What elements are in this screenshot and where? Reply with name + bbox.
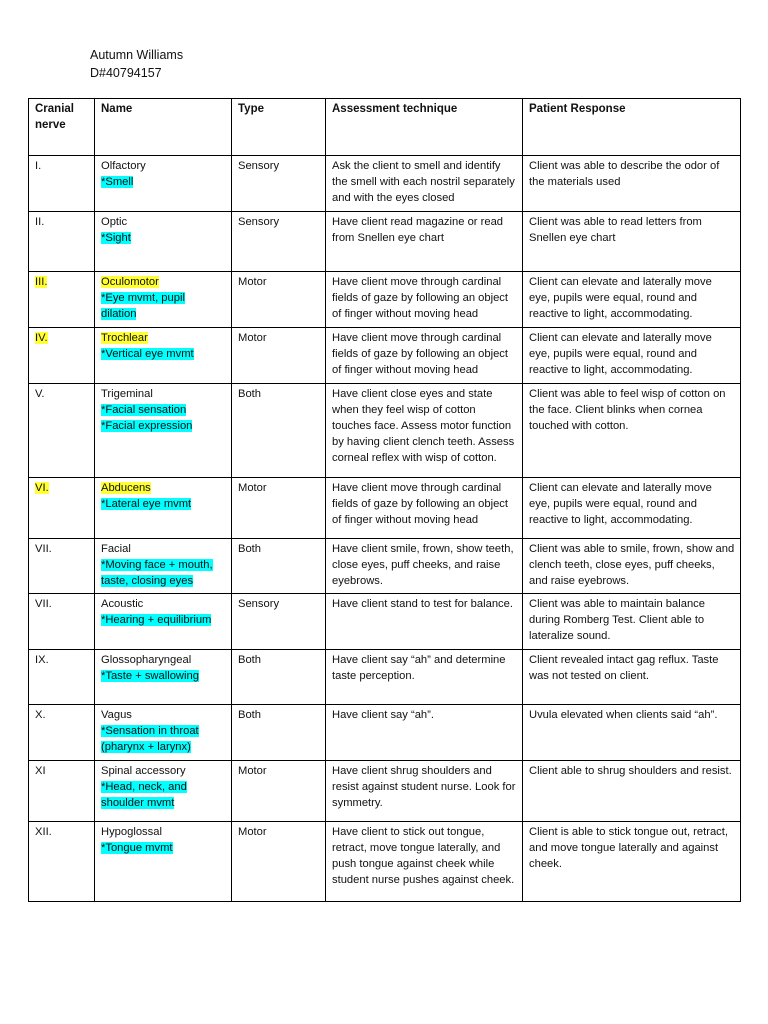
nerve-name: Vagus [101, 709, 132, 721]
document-header [90, 46, 183, 82]
cell-nerve-name [95, 212, 232, 272]
nerve-number: I. [35, 160, 42, 172]
nerve-function-line [101, 668, 226, 684]
nerve-name: Spinal accessory [101, 765, 186, 777]
student-id: D#40794157 [90, 66, 162, 80]
table-row [29, 328, 741, 384]
cell-nerve-number [29, 328, 95, 384]
nerve-name-line [101, 480, 226, 496]
nerve-function: (pharynx + larynx) [101, 741, 191, 753]
cell-assessment-technique: Have client to stick out tongue, retract, move tongue laterally, and push tongue against cheek while student nurse pushes against cheek. [326, 822, 523, 902]
nerve-number: VII. [35, 598, 52, 610]
nerve-function-line [101, 306, 226, 322]
nerve-function-line [101, 346, 226, 362]
nerve-number: V. [35, 388, 45, 400]
table-row [29, 594, 741, 650]
nerve-function: *Sensation in throat [101, 725, 199, 737]
table-row [29, 272, 741, 328]
cell-nerve-type: Sensory [232, 594, 326, 650]
cell-nerve-number [29, 761, 95, 822]
nerve-number: IX. [35, 654, 49, 666]
cell-nerve-type: Sensory [232, 156, 326, 212]
cell-assessment-technique: Have client move through cardinal fields of gaze by following an object of finger without moving head [326, 272, 523, 328]
cell-assessment-technique: Have client move through cardinal fields of gaze by following an object of finger without moving head [326, 328, 523, 384]
table-row [29, 212, 741, 272]
nerve-name: Hypoglossal [101, 826, 162, 838]
cell-nerve-name [95, 328, 232, 384]
cell-nerve-number [29, 212, 95, 272]
nerve-number: XI [35, 765, 46, 777]
cell-assessment-technique: Have client say “ah”. [326, 705, 523, 761]
cell-patient-response: Uvula elevated when clients said “ah”. [523, 705, 741, 761]
cell-nerve-name [95, 272, 232, 328]
cell-nerve-number [29, 384, 95, 478]
cell-patient-response: Client was able to feel wisp of cotton on the face. Client blinks when cornea touched with cotton. [523, 384, 741, 478]
nerve-function: *Eye mvmt, pupil [101, 292, 185, 304]
nerve-function-line [101, 557, 226, 573]
column-header-type: Type [232, 99, 326, 156]
cell-nerve-name [95, 539, 232, 594]
cell-assessment-technique: Have client read magazine or read from Snellen eye chart [326, 212, 523, 272]
nerve-function: *Sight [101, 232, 131, 244]
nerve-function: *Facial sensation [101, 404, 187, 416]
nerve-function-line [101, 840, 226, 856]
cell-nerve-type: Sensory [232, 212, 326, 272]
cell-patient-response: Client was able to smile, frown, show and clench teeth, close eyes, puff cheeks, and raise eyebrows. [523, 539, 741, 594]
column-header-cranial-nerve: Cranial nerve [29, 99, 95, 156]
nerve-function-line [101, 739, 226, 755]
nerve-function: shoulder mvmt [101, 797, 175, 809]
nerve-function-line [101, 795, 226, 811]
nerve-function-line [101, 779, 226, 795]
table-row [29, 705, 741, 761]
cell-nerve-number [29, 650, 95, 705]
cell-nerve-name [95, 478, 232, 539]
cell-patient-response: Client is able to stick tongue out, retract, and move tongue laterally and against cheek. [523, 822, 741, 902]
nerve-function: *Smell [101, 176, 134, 188]
nerve-function-line [101, 496, 226, 512]
cell-nerve-type: Both [232, 705, 326, 761]
cell-patient-response: Client able to shrug shoulders and resist. [523, 761, 741, 822]
column-header-assessment-technique: Assessment technique [326, 99, 523, 156]
nerve-name: Glossopharyngeal [101, 654, 192, 666]
table-row [29, 539, 741, 594]
cell-nerve-number [29, 705, 95, 761]
cell-patient-response: Client can elevate and laterally move eye, pupils were equal, round and reactive to light, accommodating. [523, 272, 741, 328]
nerve-function-line [101, 290, 226, 306]
nerve-name-line [101, 158, 226, 174]
cell-nerve-number [29, 539, 95, 594]
cell-nerve-number [29, 478, 95, 539]
table-body [29, 156, 741, 902]
cell-nerve-name [95, 705, 232, 761]
nerve-name: Oculomotor [101, 276, 159, 288]
nerve-function: taste, closing eyes [101, 575, 194, 587]
nerve-name-line [101, 214, 226, 230]
nerve-function-line [101, 174, 226, 190]
nerve-name-line [101, 541, 226, 557]
nerve-number: X. [35, 709, 46, 721]
table-row [29, 156, 741, 212]
cell-patient-response: Client revealed intact gag reflux. Taste was not tested on client. [523, 650, 741, 705]
nerve-number: II. [35, 216, 45, 228]
nerve-name: Trigeminal [101, 388, 153, 400]
column-header-patient-response: Patient Response [523, 99, 741, 156]
nerve-name: Olfactory [101, 160, 146, 172]
nerve-number: VII. [35, 543, 52, 555]
nerve-name: Trochlear [101, 332, 148, 344]
nerve-function: dilation [101, 308, 137, 320]
cell-nerve-name [95, 594, 232, 650]
nerve-function-line [101, 723, 226, 739]
table-row [29, 822, 741, 902]
nerve-number: IV. [35, 332, 48, 344]
cell-assessment-technique: Have client move through cardinal fields of gaze by following an object of finger without moving head [326, 478, 523, 539]
table-row [29, 384, 741, 478]
cell-nerve-type: Motor [232, 272, 326, 328]
nerve-name-line [101, 824, 226, 840]
nerve-function: *Head, neck, and [101, 781, 187, 793]
table-row [29, 761, 741, 822]
cell-nerve-name [95, 384, 232, 478]
nerve-name-line [101, 274, 226, 290]
nerve-name: Abducens [101, 482, 151, 494]
nerve-name: Facial [101, 543, 131, 555]
cell-assessment-technique: Have client close eyes and state when they feel wisp of cotton touches face. Assess motor function by having client clench teeth. Assess corneal reflex with wisp of cotton. [326, 384, 523, 478]
nerve-function: *Tongue mvmt [101, 842, 173, 854]
cell-nerve-number [29, 272, 95, 328]
cell-assessment-technique: Have client smile, frown, show teeth, close eyes, puff cheeks, and raise eyebrows. [326, 539, 523, 594]
cell-nerve-type: Motor [232, 328, 326, 384]
table-row [29, 650, 741, 705]
nerve-name-line [101, 707, 226, 723]
cell-assessment-technique: Have client shrug shoulders and resist against student nurse. Look for symmetry. [326, 761, 523, 822]
cell-assessment-technique: Have client say “ah” and determine taste perception. [326, 650, 523, 705]
nerve-function-line [101, 230, 226, 246]
nerve-name: Acoustic [101, 598, 144, 610]
nerve-function: *Moving face + mouth, [101, 559, 213, 571]
cell-nerve-name [95, 156, 232, 212]
cell-nerve-number [29, 594, 95, 650]
nerve-number: III. [35, 276, 48, 288]
nerve-function: *Facial expression [101, 420, 193, 432]
nerve-name: Optic [101, 216, 128, 228]
author-name: Autumn Williams [90, 48, 184, 62]
cell-patient-response: Client was able to describe the odor of the materials used [523, 156, 741, 212]
nerve-number: XII. [35, 826, 52, 838]
nerve-function-line [101, 612, 226, 628]
cranial-nerve-table [28, 98, 741, 902]
cell-nerve-type: Motor [232, 478, 326, 539]
nerve-function: *Lateral eye mvmt [101, 498, 192, 510]
nerve-function-line [101, 402, 226, 418]
nerve-function: *Hearing + equilibrium [101, 614, 212, 626]
column-header-name: Name [95, 99, 232, 156]
cell-nerve-name [95, 761, 232, 822]
nerve-function-line [101, 573, 226, 589]
cell-patient-response: Client was able to read letters from Snellen eye chart [523, 212, 741, 272]
nerve-name-line [101, 652, 226, 668]
cell-nerve-type: Motor [232, 822, 326, 902]
cell-patient-response: Client can elevate and laterally move eye, pupils were equal, round and reactive to light, accommodating. [523, 478, 741, 539]
table-header-row [29, 99, 741, 156]
cell-assessment-technique: Ask the client to smell and identify the smell with each nostril separately and with the eyes closed [326, 156, 523, 212]
cell-assessment-technique: Have client stand to test for balance. [326, 594, 523, 650]
cell-nerve-name [95, 822, 232, 902]
nerve-name-line [101, 763, 226, 779]
nerve-function: *Vertical eye mvmt [101, 348, 194, 360]
nerve-name-line [101, 596, 226, 612]
cell-nerve-type: Motor [232, 761, 326, 822]
cell-nerve-type: Both [232, 384, 326, 478]
cell-nerve-type: Both [232, 650, 326, 705]
table-row [29, 478, 741, 539]
cell-patient-response: Client can elevate and laterally move eye, pupils were equal, round and reactive to light, accommodating. [523, 328, 741, 384]
cell-nerve-number [29, 156, 95, 212]
cell-nerve-name [95, 650, 232, 705]
nerve-function: *Taste + swallowing [101, 670, 199, 682]
cell-nerve-type: Both [232, 539, 326, 594]
cell-nerve-number [29, 822, 95, 902]
nerve-name-line [101, 386, 226, 402]
nerve-name-line [101, 330, 226, 346]
cell-patient-response: Client was able to maintain balance during Romberg Test. Client able to lateralize sound. [523, 594, 741, 650]
nerve-function-line [101, 418, 226, 434]
nerve-number: VI. [35, 482, 49, 494]
